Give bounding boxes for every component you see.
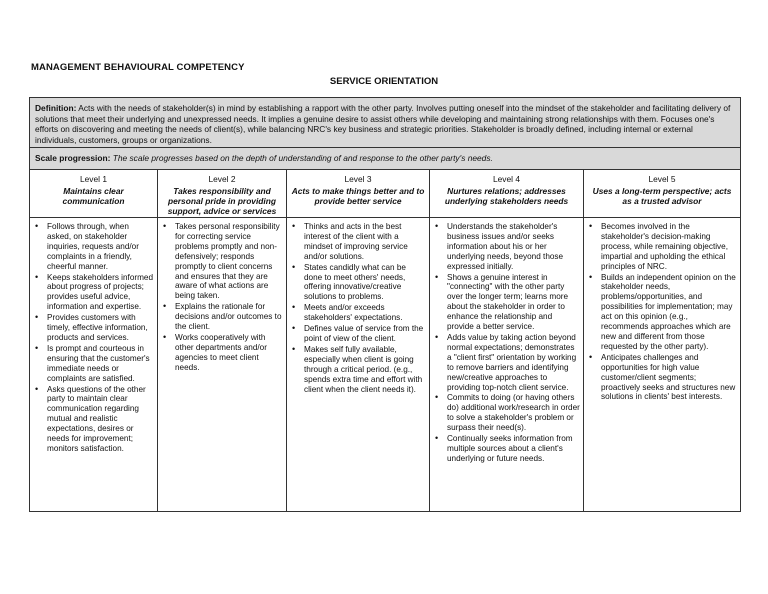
level-behaviours <box>584 218 740 511</box>
scale-progression-row <box>30 148 740 170</box>
level-number: Level 3 <box>344 174 372 184</box>
behaviour-list <box>291 222 426 394</box>
level-behaviours <box>158 218 287 511</box>
behaviour-row <box>30 218 740 511</box>
behaviour-item: • Follows through, when asked, on stakeholder inquiries, requests and/or complaints in a friendly, cheerful manner. <box>34 222 154 272</box>
level-header-row <box>30 170 740 218</box>
behaviour-item: • Asks questions of the other party to maintain clear communication regarding mutual and realistic expectations, desires or needs for improvement; monitors satisfaction. <box>34 385 154 454</box>
behaviour-item: • Keeps stakeholders informed about progress of projects; provides useful advice, information and expertise. <box>34 273 154 313</box>
behaviour-item: • Anticipates challenges and opportunities for high value customer/client segments; proactively seeks and structures new solutions in clients' best interests. <box>588 353 737 403</box>
behaviour-list <box>434 222 580 464</box>
behaviour-item: • Provides customers with timely, effective information, products and services. <box>34 313 154 343</box>
behaviour-item: • Meets and/or exceeds stakeholders' expectations. <box>291 303 426 323</box>
level-title: Takes responsibility and personal pride in providing support, advice or services <box>167 186 277 216</box>
behaviour-item: • Takes personal responsibility for correcting service problems promptly and non-defensively; responds promptly to client concerns and ensures that they are aware of what actions are being taken. <box>162 222 283 301</box>
level-title: Nurtures relations; addresses underlying stakeholders needs <box>444 186 569 206</box>
level-title: Maintains clear communication <box>62 186 125 206</box>
definition-label: Definition: <box>35 103 77 113</box>
level-header <box>287 170 430 217</box>
behaviour-item: • Adds value by taking action beyond normal expectations; demonstrates a "client first" orientation by working to remove barriers and identifying new/creative approaches to providing top-notch client service. <box>434 333 580 392</box>
behaviour-list <box>34 222 154 454</box>
behaviour-item: • Thinks and acts in the best interest of the client with a mindset of improving service and/or solutions. <box>291 222 426 262</box>
behaviour-item: • Makes self fully available, especially when client is going through a critical period. (e.g., spends extra time and effort with client when the client needs it). <box>291 345 426 395</box>
behaviour-item: • States candidly what can be done to meet others' needs, offering innovative/creative solutions to problems. <box>291 263 426 303</box>
behaviour-list <box>162 222 283 373</box>
level-header <box>158 170 287 217</box>
document-title: MANAGEMENT BEHAVIOURAL COMPETENCY <box>31 62 245 73</box>
level-title: Acts to make things better and to provide better service <box>291 186 425 206</box>
behaviour-item: • Becomes involved in the stakeholder's decision-making process, while remaining objective, impartial and upholding the ethical principles of NRC. <box>588 222 737 272</box>
level-behaviours <box>430 218 584 511</box>
behaviour-item: • Explains the rationale for decisions and/or outcomes to the client. <box>162 302 283 332</box>
behaviour-list <box>588 222 737 402</box>
level-header <box>430 170 584 217</box>
definition-text: Acts with the needs of stakeholder(s) in mind by establishing a rapport with the other party. Involves putting oneself into the mindset of the stakeholder and facilitating delivery of solutions that meet their underlying and unexpressed needs. It implies a genuine desire to assist others while developing and maintaining strong relationships with them. Focuses one's efforts on discovering and meeting the needs of client(s), while balancing NRC's key business and strategic priorities. Stakeholder is broadly defined, including internal or external individuals, customers, groups or organizations. <box>35 103 731 145</box>
behaviour-item: • Commits to doing (or having others do) additional work/research in order to solve a stakeholder's problem or surpass their need(s). <box>434 393 580 433</box>
behaviour-item: • Understands the stakeholder's business issues and/or seeks information about his or her underlying needs, beyond those expressed initially. <box>434 222 580 272</box>
level-behaviours <box>287 218 430 511</box>
behaviour-item: • Defines value of service from the point of view of the client. <box>291 324 426 344</box>
level-behaviours <box>30 218 158 511</box>
level-number: Level 4 <box>492 174 520 184</box>
behaviour-item: • Shows a genuine interest in "connecting" with the other party over the longer term; learns more about the stakeholder in order to enhance the relationship and provide a better service. <box>434 273 580 332</box>
level-title: Uses a long-term perspective; acts as a trusted advisor <box>592 186 732 206</box>
scale-text: The scale progresses based on the depth of understanding of and response to the other party's needs. <box>112 153 493 163</box>
competency-table <box>29 97 741 512</box>
behaviour-item: • Continually seeks information from multiple sources about a client's underlying or future needs. <box>434 434 580 464</box>
definition-row <box>30 98 740 148</box>
level-header <box>584 170 740 217</box>
level-number: Level 5 <box>648 174 676 184</box>
behaviour-item: • Builds an independent opinion on the stakeholder needs, problems/opportunities, and possibilities for implementation; may act on this opinion (e.g., recommends approaches which are new and different from those requested by the other party). <box>588 273 737 352</box>
level-header <box>30 170 158 217</box>
level-number: Level 2 <box>208 174 236 184</box>
behaviour-item: • Is prompt and courteous in ensuring that the customer's immediate needs or complaints are satisfied. <box>34 344 154 384</box>
competency-title: SERVICE ORIENTATION <box>329 76 439 87</box>
behaviour-item: • Works cooperatively with other departments and/or agencies to meet client needs. <box>162 333 283 373</box>
scale-label: Scale progression: <box>35 153 111 163</box>
level-number: Level 1 <box>79 174 107 184</box>
